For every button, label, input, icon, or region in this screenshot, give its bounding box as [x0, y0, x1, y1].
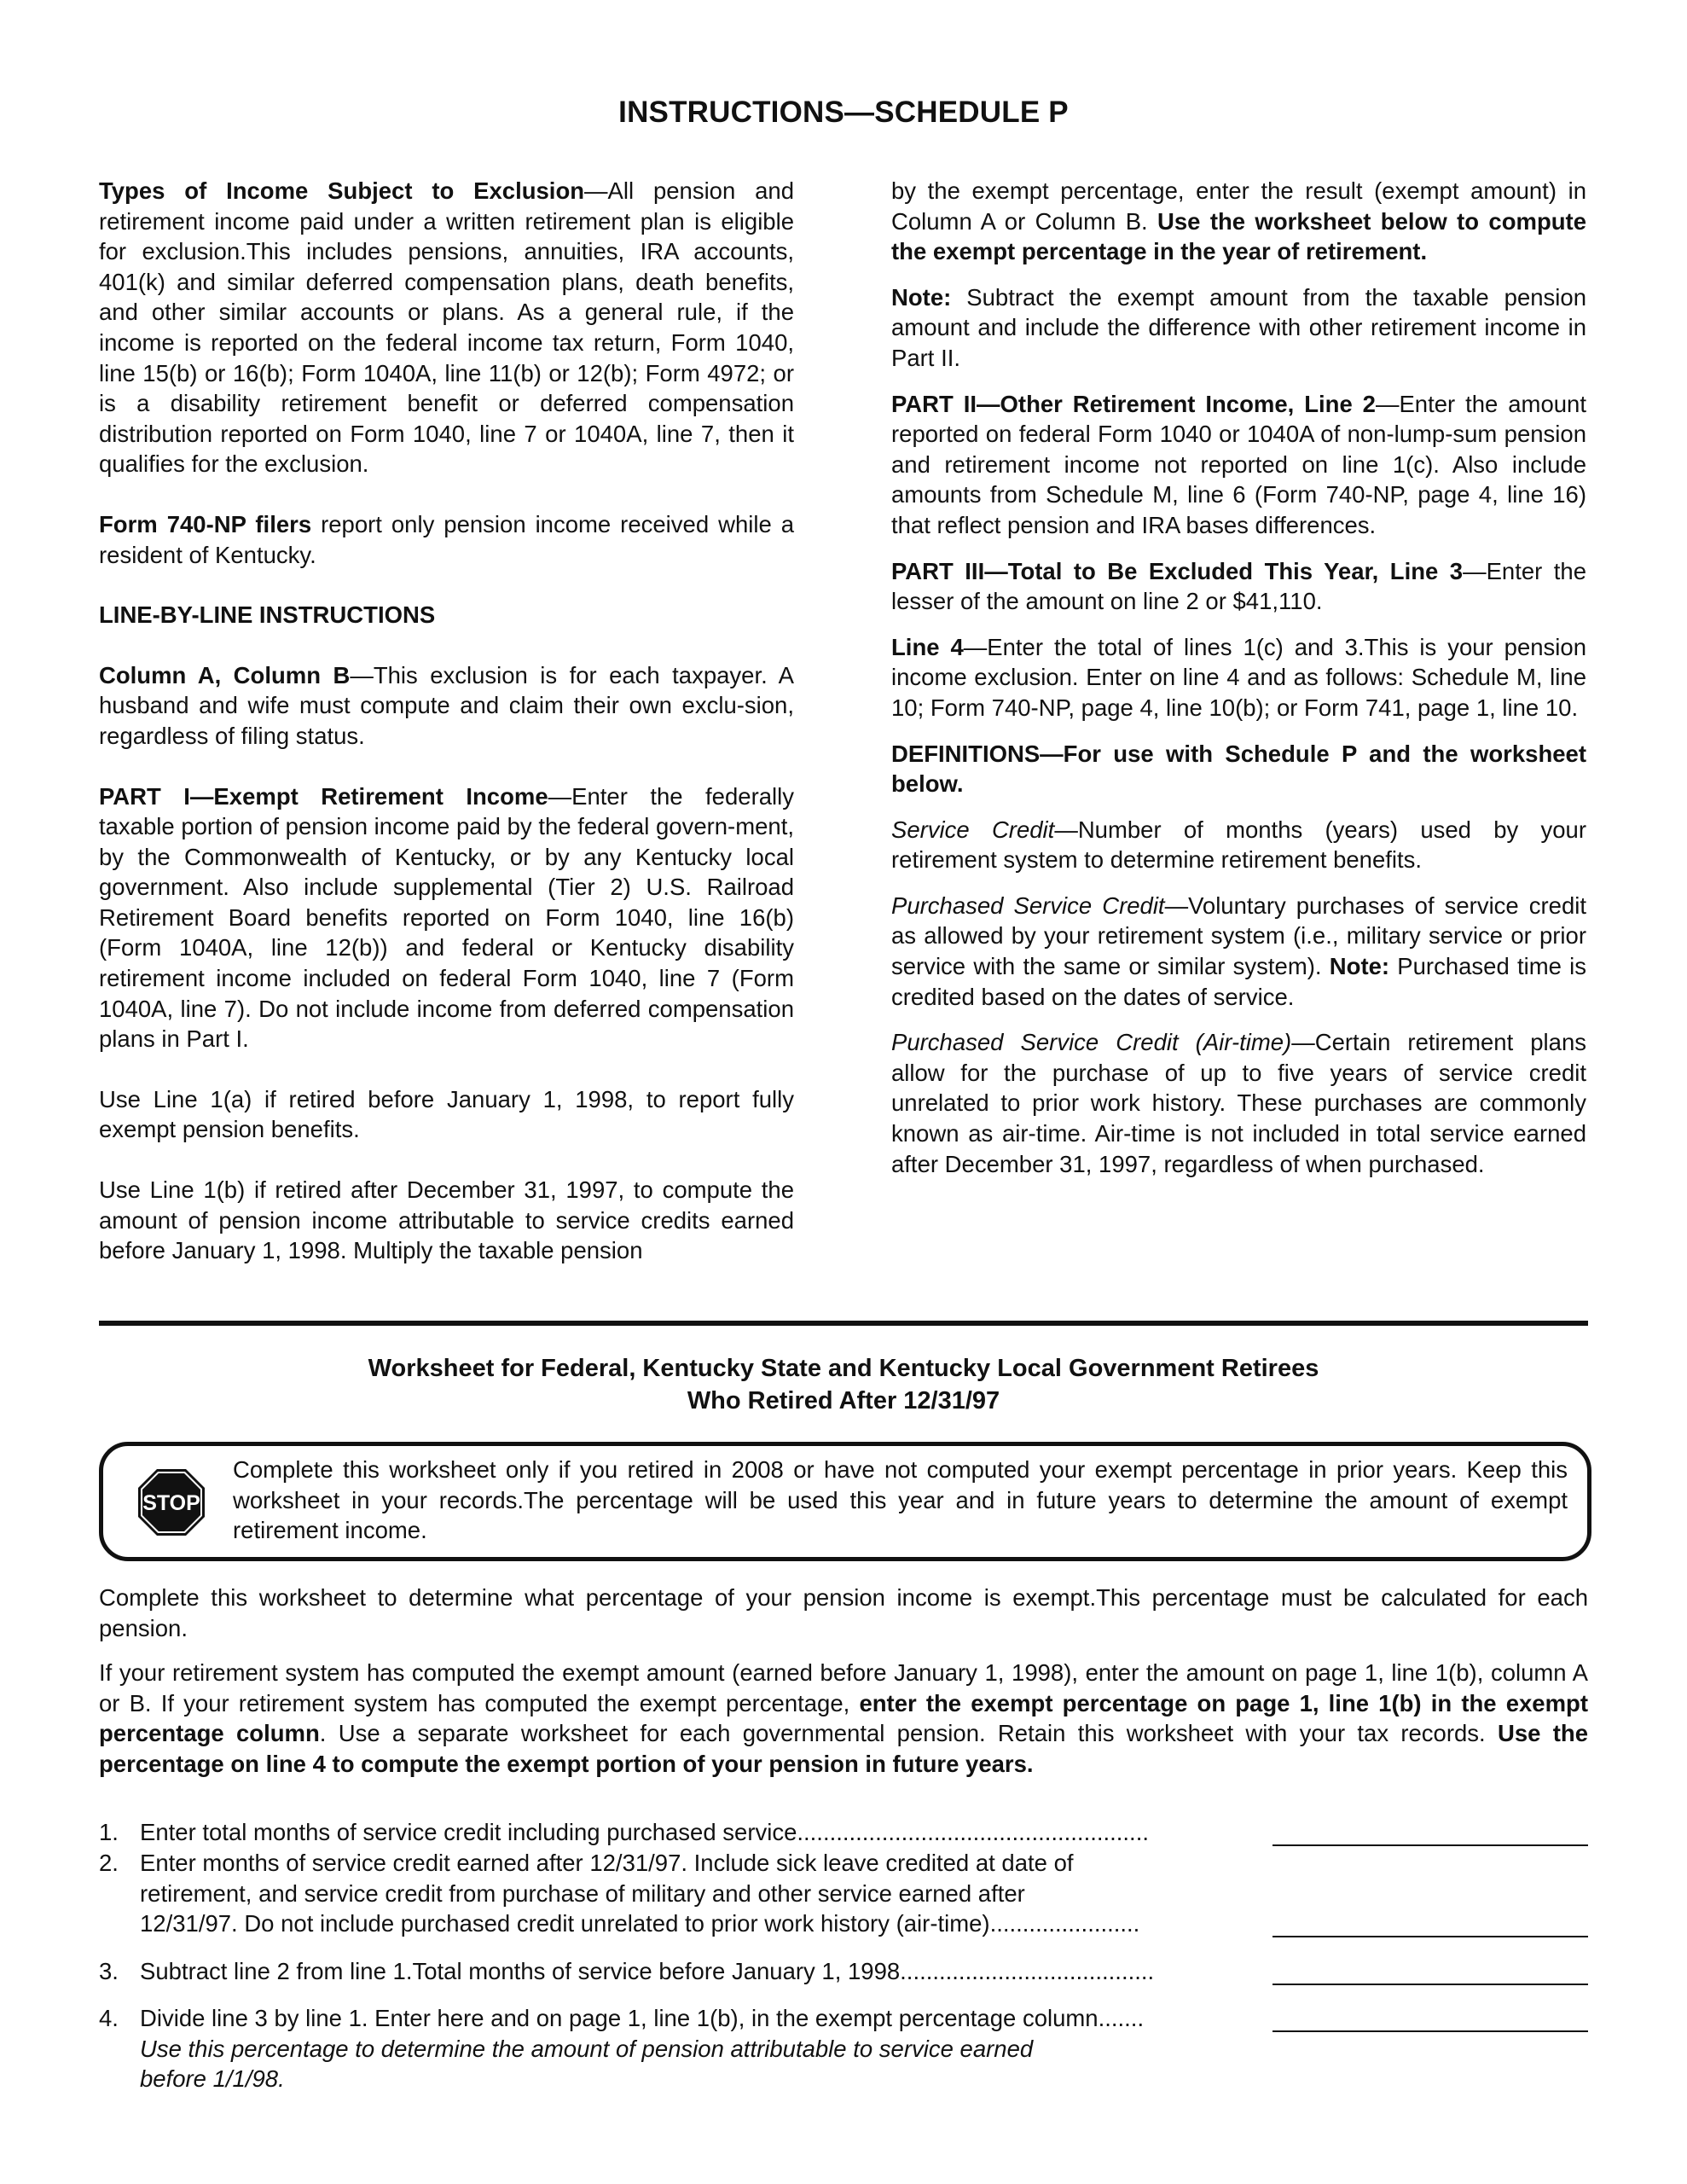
worksheet-line-2-text-l1: Enter months of service credit earned after 12/31/97. Include sick leave credited at date of: [140, 1850, 1074, 1876]
definitions-heading: DEFINITIONS—For use with Schedule P and the worksheet below.: [891, 740, 1586, 798]
section-divider: [99, 1321, 1588, 1326]
stop-notice-text: Complete this worksheet only if you retired in 2008 or have not computed your exempt percentage in prior years. Keep this worksheet in your records.The percentage will be used this year and in future years to determine the amount of exempt retirement income.: [233, 1456, 1568, 1544]
worksheet-line-4-text: [140, 2003, 1359, 2094]
worksheet-line-4-text-main: Divide line 3 by line 1. Enter here and on page 1, line 1(b), in the exempt percentage column.......: [140, 2005, 1145, 2031]
form-740np-paragraph: [99, 509, 794, 570]
types-of-income-text: —All pension and retirement income paid under a written retirement plan is eligible for exclusion.This includes pensions, annuities, IRA accounts, 401(k) and similar deferred compensation plans, death benefits, and other similar accounts or plans. As a general rule, if the income is reported on the federal income tax return, Form 1040, line 15(b) or 16(b); Form 1040A, line 11(b) or 12(b); Form 4972; or is a disability retirement benefit or deferred compensation distribution reported on Form 1040, line 7 or 1040A, line 7, then it qualifies for the exclusion.: [99, 177, 794, 478]
service-credit-text: —Number of months (years) used by your retirement system to determine retirement benefits.: [891, 816, 1586, 874]
worksheet-line-3-entry[interactable]: [1272, 1984, 1588, 1985]
exempt-amount-text: by the exempt percentage, enter the result (exempt amount) in Column A or Column B.: [891, 177, 1586, 235]
worksheet-title: [0, 1352, 1687, 1417]
air-time-term: Purchased Service Credit (Air-time): [891, 1029, 1292, 1056]
purchased-service-credit-text: —Voluntary purchases of service credit as allowed by your retirement system (i.e., military service or prior service with the same or similar system).: [891, 892, 1586, 980]
worksheet-line-1-entry[interactable]: [1272, 1844, 1588, 1846]
part-2-text: —Enter the amount reported on federal Form 1040 or 1040A of non-lump-sum pension and retirement income not reported on line 1(c). Also include amounts from Schedule M, line 6 (Form 740-NP, page 4, line 16) that reflect pension and IRA bases differences.: [891, 390, 1586, 538]
line-1a-paragraph: Use Line 1(a) if retired before January 1, 1998, to report fully exempt pension benefits.: [99, 1085, 794, 1143]
right-column: [891, 176, 1586, 1194]
worksheet-line-2-entry[interactable]: [1272, 1936, 1588, 1937]
part-3-paragraph: [891, 556, 1586, 617]
worksheet-line-2-text-l3: 12/31/97. Do not include purchased credit unrelated to prior work history (air-time).......................: [140, 1910, 1140, 1937]
worksheet-line-4-note-l1: Use this percentage to determine the amount of pension attributable to service earned: [140, 2035, 1034, 2062]
part-1-paragraph: [99, 781, 794, 1054]
exempt-amount-bold: Use the worksheet below to compute the exempt percentage in the year of retirement.: [891, 207, 1586, 265]
line-by-line-heading: LINE-BY-LINE INSTRUCTIONS: [99, 601, 436, 629]
column-a-b-text: —This exclusion is for each taxpayer. A husband and wife must compute and claim their own exclu-sion, regardless of filing status.: [99, 661, 795, 749]
note-paragraph: [891, 282, 1586, 374]
worksheet-intro-2a: If your retirement system has computed the exempt amount (earned before January 1, 1998), enter the amount on page 1, line 1(b), column A or B. If your retirement system has computed the exempt percentage,: [99, 1659, 1588, 1716]
worksheet-line-2-text-l2: retirement, and service credit from purchase of military and other service earned after: [140, 1879, 1025, 1907]
air-time-text: —Certain retirement plans allow for the purchase of up to five years of service credit unrelated to prior work history. These purchases are commonly known as air-time. Air-time is not included in total service earned after December 31, 1997, regardless of when purchased.: [891, 1029, 1587, 1177]
worksheet-intro-2: [99, 1658, 1588, 1779]
column-a-b-heading: Column A, Column B: [99, 661, 351, 688]
part-2-paragraph: [891, 389, 1586, 541]
left-column: [99, 176, 794, 1296]
note-label: Note:: [891, 283, 952, 311]
worksheet-intro-1: Complete this worksheet to determine what percentage of your pension income is exempt.This percentage must be calculated for each pension.: [99, 1584, 1588, 1641]
purchased-service-credit-paragraph: [891, 891, 1586, 1012]
part-1-text: —Enter the federally taxable portion of pension income paid by the federal govern-ment, by the Commonwealth of Kentucky, or by any Kentucky local government. Also include supplemental (Tier 2) U.S. Railroad Retirement Board benefits reported on Form 1040, line 16(b) (Form 1040A, line 12(b)) and federal or Kentucky disability retirement income included on federal Form 1040, line 7 (Form 1040A, line 7). Do not include income from deferred compensation plans in Part I.: [99, 782, 794, 1053]
part-3-heading: PART III—Total to Be Excluded This Year, Line 3: [891, 557, 1464, 584]
types-of-income-heading: Types of Income Subject to Exclusion: [99, 177, 585, 204]
part-2-heading: PART II—Other Retirement Income, Line 2: [891, 390, 1376, 417]
service-credit-term: Service Credit: [891, 816, 1055, 843]
line-4-text: —Enter the total of lines 1(c) and 3.This is your pension income exclusion. Enter on line 4 and as follows: Schedule M, line 10; Form 740-NP, page 4, line 10(b); or Form 741, page 1, line 10.: [891, 633, 1586, 721]
line-4-heading: Line 4: [891, 633, 964, 660]
air-time-paragraph: [891, 1027, 1586, 1179]
worksheet-title-line-2: Who Retired After 12/31/97: [687, 1387, 1000, 1414]
form-740np-heading: Form 740-NP filers: [99, 510, 312, 537]
worksheet-line-3-number: 3.: [99, 1958, 119, 1984]
types-of-income-paragraph: [99, 176, 794, 479]
stop-sign-label: STOP: [142, 1491, 200, 1515]
part-1-heading: PART I—Exempt Retirement Income: [99, 782, 548, 810]
stop-notice-box: [99, 1442, 1591, 1561]
part-3-text: —Enter the lesser of the amount on line 2 or $41,110.: [891, 557, 1586, 615]
worksheet-line-2-number: 2.: [99, 1850, 119, 1876]
worksheet-line-4-note-l2: before 1/1/98.: [140, 2065, 285, 2093]
purchased-service-credit-term: Purchased Service Credit: [891, 892, 1165, 919]
worksheet-line-4-number: 4.: [99, 2005, 119, 2031]
column-a-b-paragraph: [99, 660, 794, 752]
stop-sign-icon: [137, 1468, 206, 1536]
worksheet-intro-2d: Use the percentage on line 4 to compute the exempt portion of your pension in future years.: [99, 1720, 1588, 1777]
worksheet-line-2-text: [140, 1848, 1359, 1939]
worksheet-line-3-text: Subtract line 2 from line 1.Total months of service before January 1, 1998.......................................: [140, 1958, 1155, 1984]
worksheet-line-1-text: Enter total months of service credit including purchased service......................................................: [140, 1819, 1149, 1845]
purchased-service-credit-note: Note:: [1329, 953, 1390, 980]
note-text: Subtract the exempt amount from the taxable pension amount and include the difference with other retirement income in Part II.: [891, 283, 1586, 371]
line-4-paragraph: [891, 632, 1586, 723]
service-credit-paragraph: [891, 815, 1586, 875]
line-1b-paragraph: Use Line 1(b) if retired after December 31, 1997, to compute the amount of pension income attributable to service credits earned before January 1, 1998. Multiply the taxable pension: [99, 1176, 794, 1264]
worksheet-intro-2b: enter the exempt percentage on page 1, line 1(b) in the exempt percentage column: [99, 1689, 1588, 1747]
worksheet-title-line-1: Worksheet for Federal, Kentucky State and Kentucky Local Government Retirees: [368, 1355, 1319, 1382]
worksheet-line-4-entry[interactable]: [1272, 2030, 1588, 2032]
page-title: INSTRUCTIONS—SCHEDULE P: [618, 96, 1069, 129]
worksheet-line-1-number: 1.: [99, 1819, 119, 1845]
exempt-amount-paragraph: [891, 176, 1586, 267]
purchased-service-credit-text2: Purchased time is credited based on the dates of service.: [891, 953, 1586, 1010]
worksheet-intro-2c: . Use a separate worksheet for each governmental pension. Retain this worksheet with your tax records.: [319, 1720, 1498, 1747]
form-740np-text: report only pension income received while a resident of Kentucky.: [99, 510, 794, 568]
